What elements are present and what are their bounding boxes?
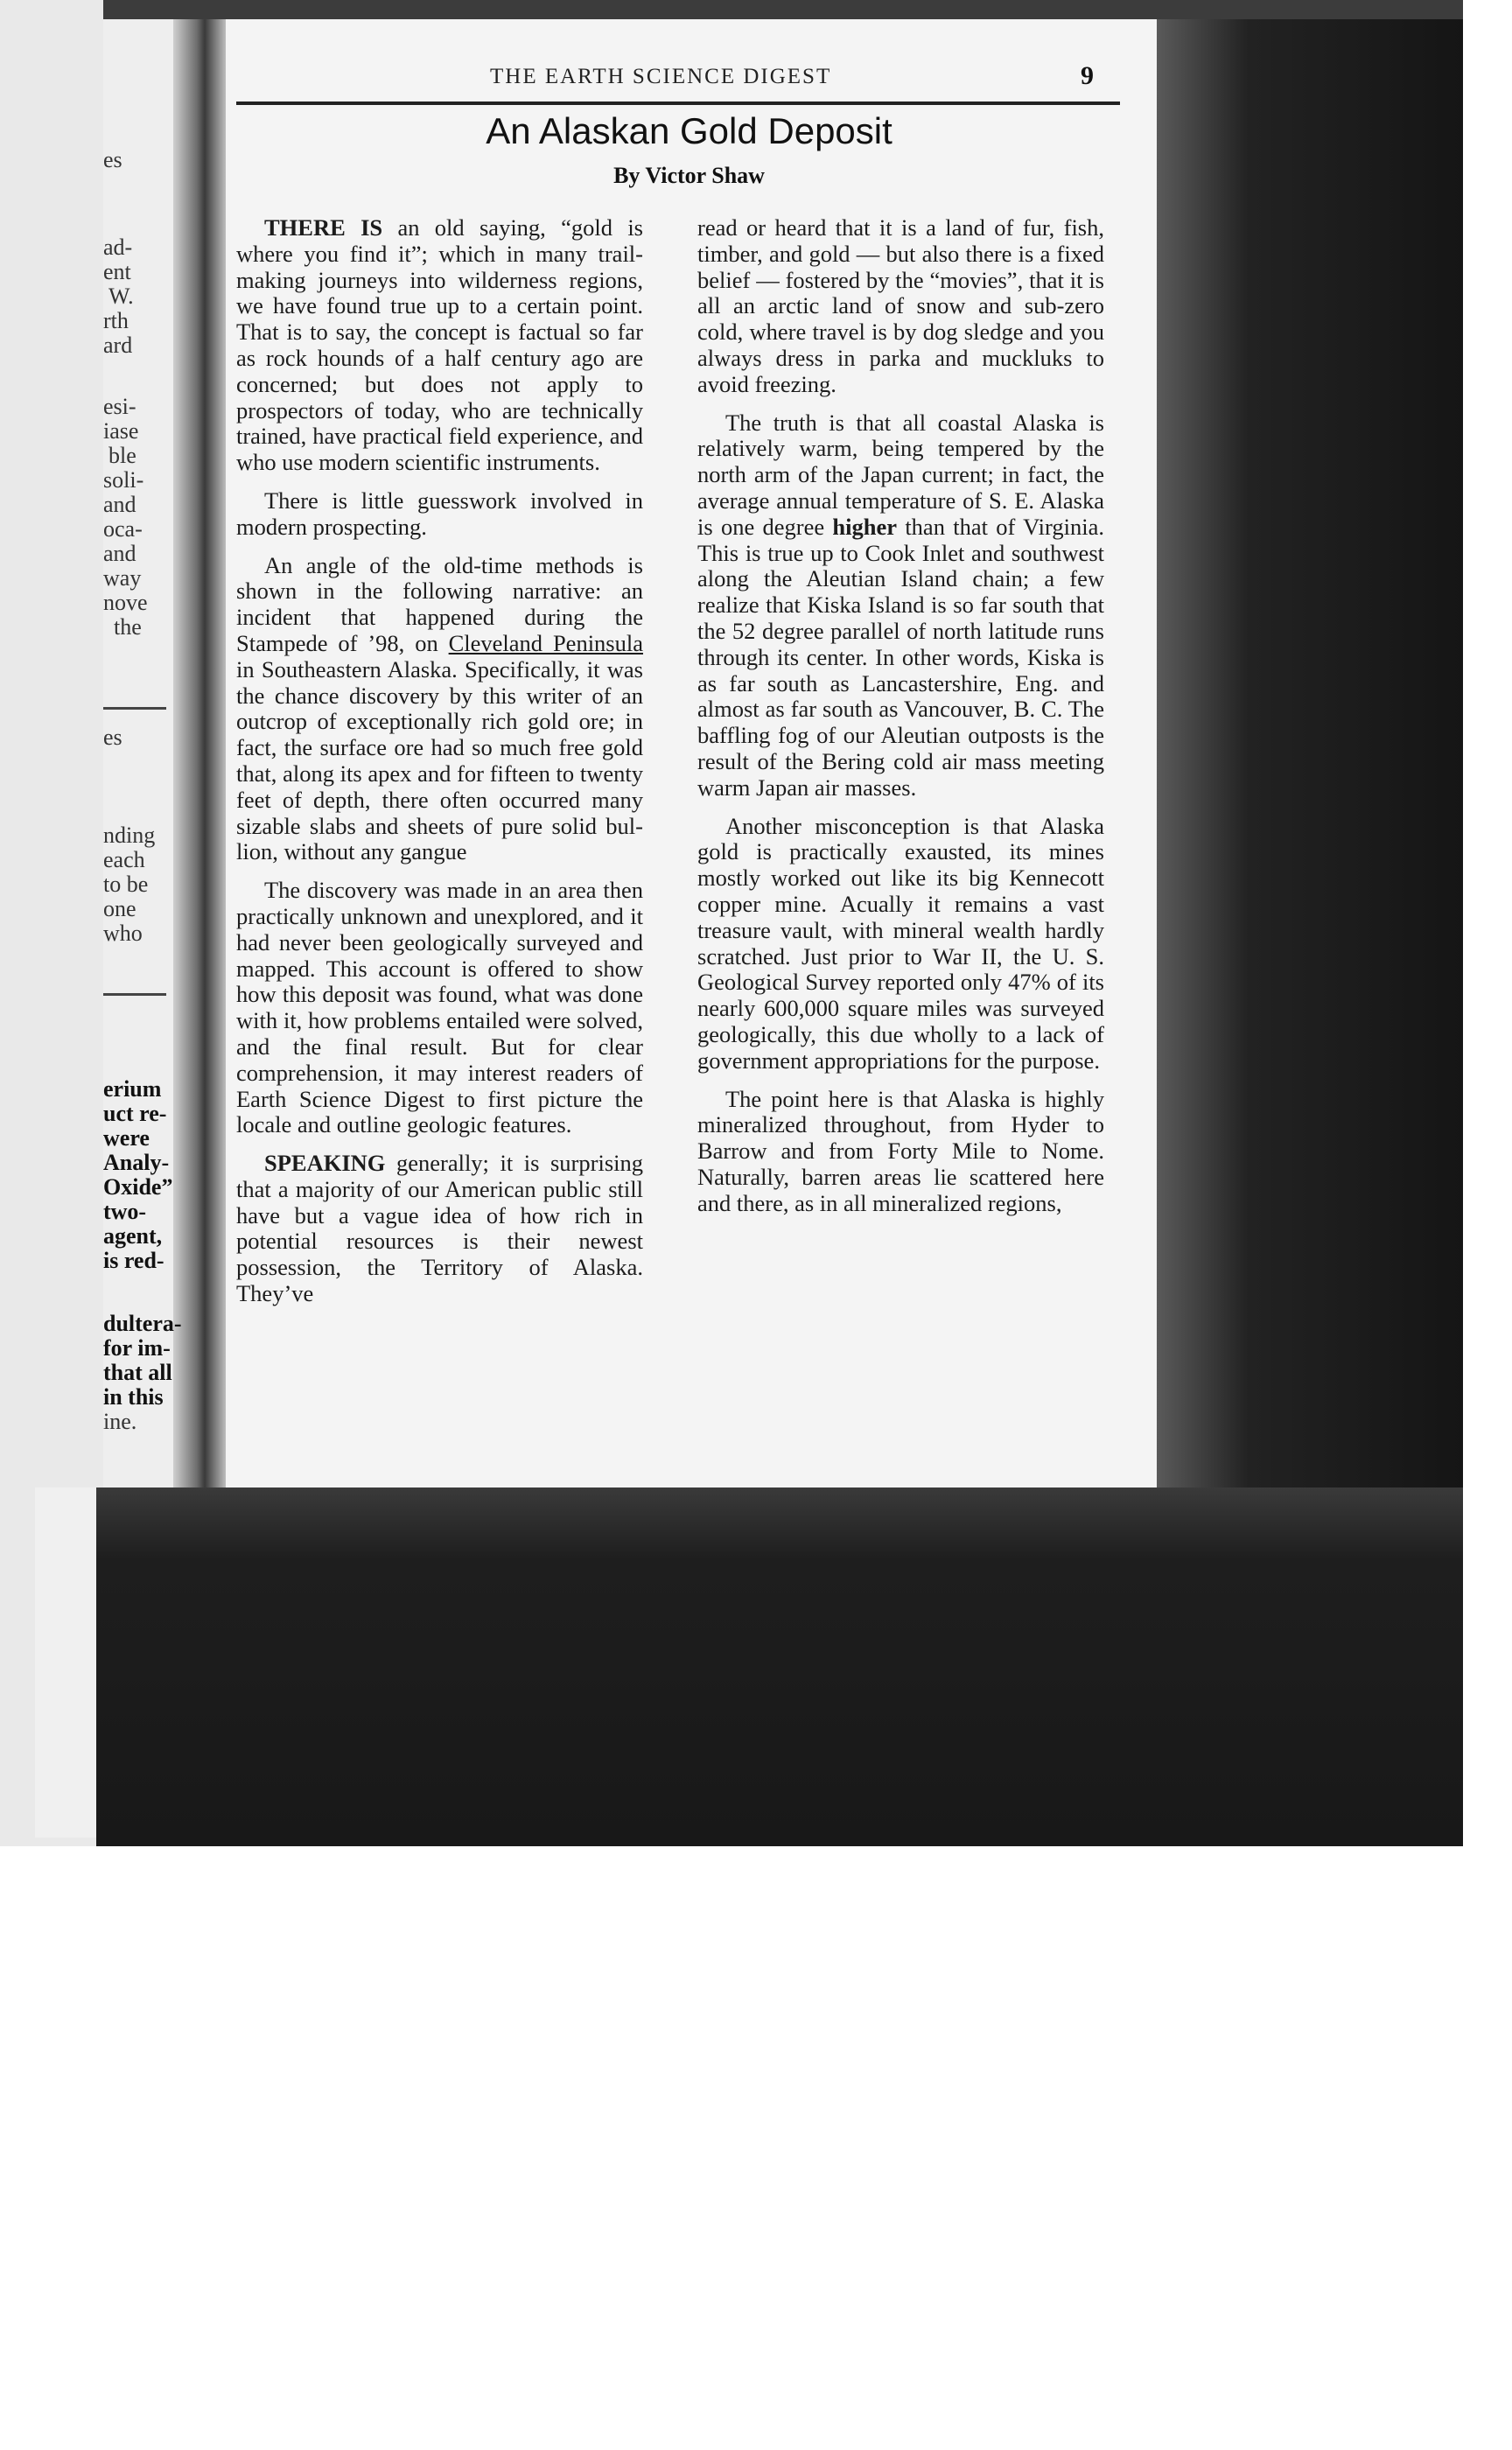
prev-fragment: that all (103, 1360, 172, 1385)
paragraph: The discovery was made in an area then practically unknown and unexplored, and it had never been geologically surveyed and mapped. This account is offered to show how this deposit was found, what was done with it, how problems entailed were solved, and the final result. But for clear comprehension, it may interest readers of Earth Science Digest to first picture the locale and outline geologic features. (236, 877, 643, 1138)
prev-fragment: in this (103, 1384, 164, 1410)
magazine-page (214, 24, 1164, 1494)
prev-fragment: es (103, 147, 122, 172)
article-title: An Alaskan Gold Deposit (486, 110, 892, 151)
prev-fragment: oca- (103, 516, 143, 542)
publication-title: THE EARTH SCIENCE DIGEST (490, 65, 832, 88)
prev-fragment: for im- (103, 1335, 171, 1361)
prev-fragment: nding (103, 822, 156, 848)
prev-fragment: esi- (103, 394, 136, 419)
prev-fragment: erium (103, 1076, 162, 1102)
paragraph (697, 410, 1104, 802)
prev-fragment: dultera- (103, 1311, 182, 1336)
paragraph: The point here is that Alaska is highly mineralized throughout, from Hyder to Barrow and from Forty Mile to Nome. Naturally, barren areas lie scattered here and there, as in all mineralized regions, (697, 1085, 1104, 1216)
prev-fragment: ble (108, 443, 136, 468)
paragraph (236, 215, 643, 476)
bold-word: higher (832, 513, 898, 540)
lead-in: THERE IS (264, 214, 383, 241)
page-number: 9 (1081, 61, 1094, 90)
running-head (214, 44, 1164, 89)
prev-fragment: ard (103, 332, 133, 358)
prev-fragment: and (103, 541, 136, 566)
prev-fragment: were (103, 1125, 150, 1151)
prev-fragment: who (103, 920, 143, 946)
paragraph-text: An angle of the old-time methods is shown in the following narrative: an incident that happened during the Stampede of ’98, on (236, 551, 643, 656)
paragraph-text: The truth is that all coastal Alaska is relatively warm, being tempered by the north arm of the Japan current; in fact, the average annual temperature of S. E. Alaska is one degree (697, 409, 1104, 540)
paragraph-text: than that of Virginia. This is true up to Cook Inlet and southwest along the Aleutian Island chain; a few realize that Kiska Island is so far south that the 52 degree parallel of north latitude runs through its center. In other words, Kiska is as far south as Lancastershire, Eng. and almost as far south as Vancouver, B. C. The baffling fog of our Aleutian outposts is the result of the Bering cold air mass meeting warm Japan air masses. (697, 513, 1104, 801)
prev-fragment: nove (103, 590, 148, 615)
prev-fragment: iase (103, 418, 139, 444)
prev-fragment: and (103, 492, 136, 517)
paragraph (236, 553, 643, 866)
previous-page-strip (103, 131, 208, 1531)
prev-fragment: two- (103, 1199, 147, 1224)
prev-fragment: uct re- (103, 1101, 167, 1126)
prev-fragment: is red- (103, 1248, 164, 1273)
prev-fragment: to be (103, 872, 149, 897)
prev-fragment: agent, (103, 1223, 163, 1249)
prev-fragment: ent (103, 259, 131, 284)
prev-divider (103, 993, 166, 996)
prev-fragment: Analy- (103, 1150, 170, 1175)
paragraph-text: generally; it is surprising that a majority of our American public still have but a vague idea of how rich in potential resources is their newest possession, the Territory of Alaska. They’ve (236, 1150, 643, 1307)
prev-fragment: each (103, 847, 145, 872)
left-column (236, 215, 643, 1320)
prev-fragment: W. (108, 284, 134, 309)
paragraph (236, 1151, 643, 1307)
prev-fragment: Oxide” (103, 1174, 173, 1200)
paragraph: Another misconception is that Alaska gold is practically exausted, its mines mostly worked out like its big Kennecott copper mine. Acually it remains a vast treasure vault, with mineral wealth hardly scratched. Just prior to War II, the U. S. Geological Survey reported only 47% of its nearly 600,000 square miles was surveyed geologically, this due wholly to a lack of government appropriations for the purpose. (697, 812, 1104, 1074)
prev-fragment: soli- (103, 467, 144, 493)
article-byline: By Victor Shaw (613, 163, 765, 188)
paragraph-text: an old saying, “gold is where you find it”; which in many trail-making journeys into wilderness regions, we have found true up to a certain point. That is to say, the concept is factual so far as rock hounds of a half century ago are concerned; but does not apply to prospectors of today, who are technically trained, have practical field experience, and who use modern scientific instruments. (236, 214, 643, 476)
prev-fragment: one (103, 896, 136, 921)
paragraph: There is little guesswork involved in modern prospecting. (236, 486, 643, 540)
lead-in: SPEAKING (264, 1150, 386, 1177)
prev-fragment: the (114, 614, 142, 640)
prev-fragment: way (103, 565, 142, 591)
prev-divider (103, 707, 166, 710)
paragraph-text: in Southeastern Alaska. Specifically, it was the chance discovery by this writer of an outcrop of exceptionally rich gold ore; in fact, the surface ore had so much free gold that, along its apex and for fifteen to twenty feet of depth, there often occurred many sizable slabs and sheets of pure solid bullion, without any gangue (236, 655, 643, 865)
prev-fragment: ine. (103, 1409, 137, 1434)
prev-fragment: es (103, 724, 122, 750)
header-rule (236, 102, 1120, 105)
prev-fragment: rth (103, 308, 129, 333)
right-column (697, 215, 1104, 1228)
paragraph: read or heard that it is a land of fur, fish, timber, and gold — but also there is a fixed belief — fostered by the “movies”, that it is all an arctic land of snow and sub-zero cold, where travel is by dog sledge and you always dress in parka and muckluks to avoid freezing. (697, 214, 1104, 397)
prev-fragment: ad- (103, 234, 133, 260)
underlined-place-name: Cleveland Peninsula (448, 629, 643, 656)
